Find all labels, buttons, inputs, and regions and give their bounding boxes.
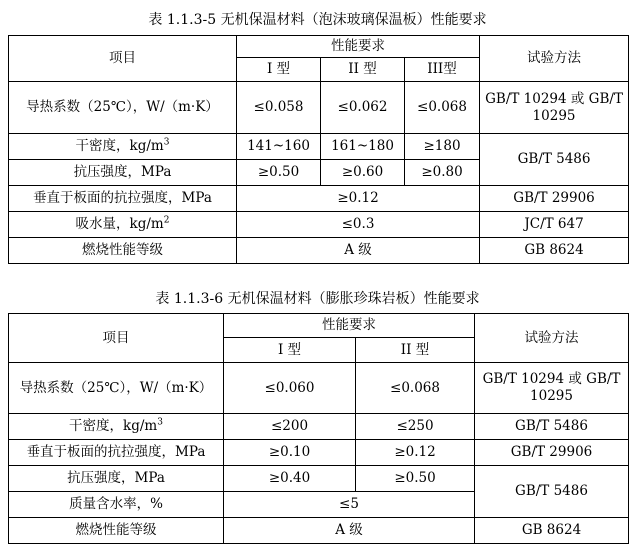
table1-row-density bbox=[9, 134, 629, 160]
table1-header-type2: II 型 bbox=[321, 58, 405, 82]
table2-tensile-method: GB/T 29906 bbox=[475, 440, 629, 466]
table2-header-group: 性能要求 bbox=[224, 314, 475, 338]
table2-combustion-method: GB 8624 bbox=[475, 518, 629, 544]
table2-thermal-type1: ≤0.060 bbox=[224, 363, 356, 414]
table1-tensile-label: 垂直于板面的抗拉强度，MPa bbox=[9, 186, 237, 212]
table2-density-method: GB/T 5486 bbox=[475, 414, 629, 440]
table1-thermal-label: 导热系数（25℃），W/（m·K） bbox=[9, 82, 237, 134]
table2-row-tensile bbox=[9, 440, 629, 466]
table2-combustion-label: 燃烧性能等级 bbox=[9, 518, 224, 544]
table1-water-label-text: 吸水量，kg/m bbox=[75, 216, 164, 232]
table2-thermal-type2: ≤0.068 bbox=[356, 363, 475, 414]
table1-density-label-text: 干密度，kg/m bbox=[75, 138, 164, 154]
table2-moisture-label: 质量含水率，% bbox=[9, 492, 224, 518]
table2-density-label-sup: 3 bbox=[157, 417, 163, 428]
table2-header-method: 试验方法 bbox=[475, 314, 629, 363]
table2-compressive-type1: ≥0.40 bbox=[224, 466, 356, 492]
table2-header-item: 项目 bbox=[9, 314, 224, 363]
table2-tensile-type1: ≥0.10 bbox=[224, 440, 356, 466]
table1-row-tensile bbox=[9, 186, 629, 212]
table2-density-label bbox=[9, 414, 224, 440]
table1-header-type3: III型 bbox=[405, 58, 480, 82]
table2-moisture-value: ≤5 bbox=[224, 492, 475, 518]
table2-density-type1: ≤200 bbox=[224, 414, 356, 440]
table2-header-type2: II 型 bbox=[356, 338, 475, 363]
table1-water-label-sup: 2 bbox=[163, 215, 170, 226]
table2-compressive-type2: ≥0.50 bbox=[356, 466, 475, 492]
table1-density-type2: 161~180 bbox=[321, 134, 405, 160]
table1-header-type1: I 型 bbox=[237, 58, 321, 82]
table1-compressive-type3: ≥0.80 bbox=[405, 160, 480, 186]
table1-thermal-type3: ≤0.068 bbox=[405, 82, 480, 134]
table1-header-method: 试验方法 bbox=[480, 36, 629, 82]
table2-compressive-label: 抗压强度，MPa bbox=[9, 466, 224, 492]
table1-row-combustion bbox=[9, 238, 629, 264]
table2-row-density bbox=[9, 414, 629, 440]
table1-density-label-sup: 3 bbox=[163, 137, 170, 148]
table1-caption: 表 1.1.3-5 无机保温材料（泡沫玻璃保温板）性能要求 bbox=[148, 12, 487, 28]
table2-row-compressive bbox=[9, 466, 629, 492]
table1-water-method: JC/T 647 bbox=[480, 212, 629, 238]
table1-combustion-label: 燃烧性能等级 bbox=[9, 238, 237, 264]
table1-foam-glass-board bbox=[8, 35, 629, 264]
table2-density-label-text: 干密度，kg/m bbox=[69, 418, 158, 434]
table1-header-group: 性能要求 bbox=[237, 36, 480, 58]
table1-density-label bbox=[9, 134, 237, 160]
table1-thermal-method: GB/T 10294 或 GB/T 10295 bbox=[480, 82, 629, 134]
table1-compressive-type1: ≥0.50 bbox=[237, 160, 321, 186]
table2-tensile-label: 垂直于板面的抗拉强度，MPa bbox=[9, 440, 224, 466]
table1-tensile-value: ≥0.12 bbox=[237, 186, 480, 212]
table1-thermal-type2: ≤0.062 bbox=[321, 82, 405, 134]
table1-row-thermal bbox=[9, 82, 629, 134]
table2-header-type1: I 型 bbox=[224, 338, 356, 363]
table2-expanded-perlite-board bbox=[8, 313, 629, 544]
table2-tensile-type2: ≥0.12 bbox=[356, 440, 475, 466]
table1-header-item: 项目 bbox=[9, 36, 237, 82]
table2-row-thermal bbox=[9, 363, 629, 414]
table2-row-combustion bbox=[9, 518, 629, 544]
table1-density-type1: 141~160 bbox=[237, 134, 321, 160]
table1-density-method: GB/T 5486 bbox=[480, 134, 629, 186]
table1-header-row bbox=[9, 36, 629, 58]
table1-density-type3: ≥180 bbox=[405, 134, 480, 160]
table1-compressive-label: 抗压强度，MPa bbox=[9, 160, 237, 186]
table2-caption: 表 1.1.3-6 无机保温材料（膨胀珍珠岩板）性能要求 bbox=[155, 291, 480, 307]
table2-thermal-label: 导热系数（25℃），W/（m·K） bbox=[9, 363, 224, 414]
table2-combustion-value: A 级 bbox=[224, 518, 475, 544]
table1-water-label bbox=[9, 212, 237, 238]
table1-tensile-method: GB/T 29906 bbox=[480, 186, 629, 212]
table2-compressive-method: GB/T 5486 bbox=[475, 466, 629, 518]
table1-combustion-value: A 级 bbox=[237, 238, 480, 264]
table1-thermal-type1: ≤0.058 bbox=[237, 82, 321, 134]
table2-thermal-method: GB/T 10294 或 GB/T 10295 bbox=[475, 363, 629, 414]
table2-header-row bbox=[9, 314, 629, 338]
table1-combustion-method: GB 8624 bbox=[480, 238, 629, 264]
table2-density-type2: ≤250 bbox=[356, 414, 475, 440]
table1-compressive-type2: ≥0.60 bbox=[321, 160, 405, 186]
table1-row-water-absorption bbox=[9, 212, 629, 238]
table1-water-value: ≤0.3 bbox=[237, 212, 480, 238]
